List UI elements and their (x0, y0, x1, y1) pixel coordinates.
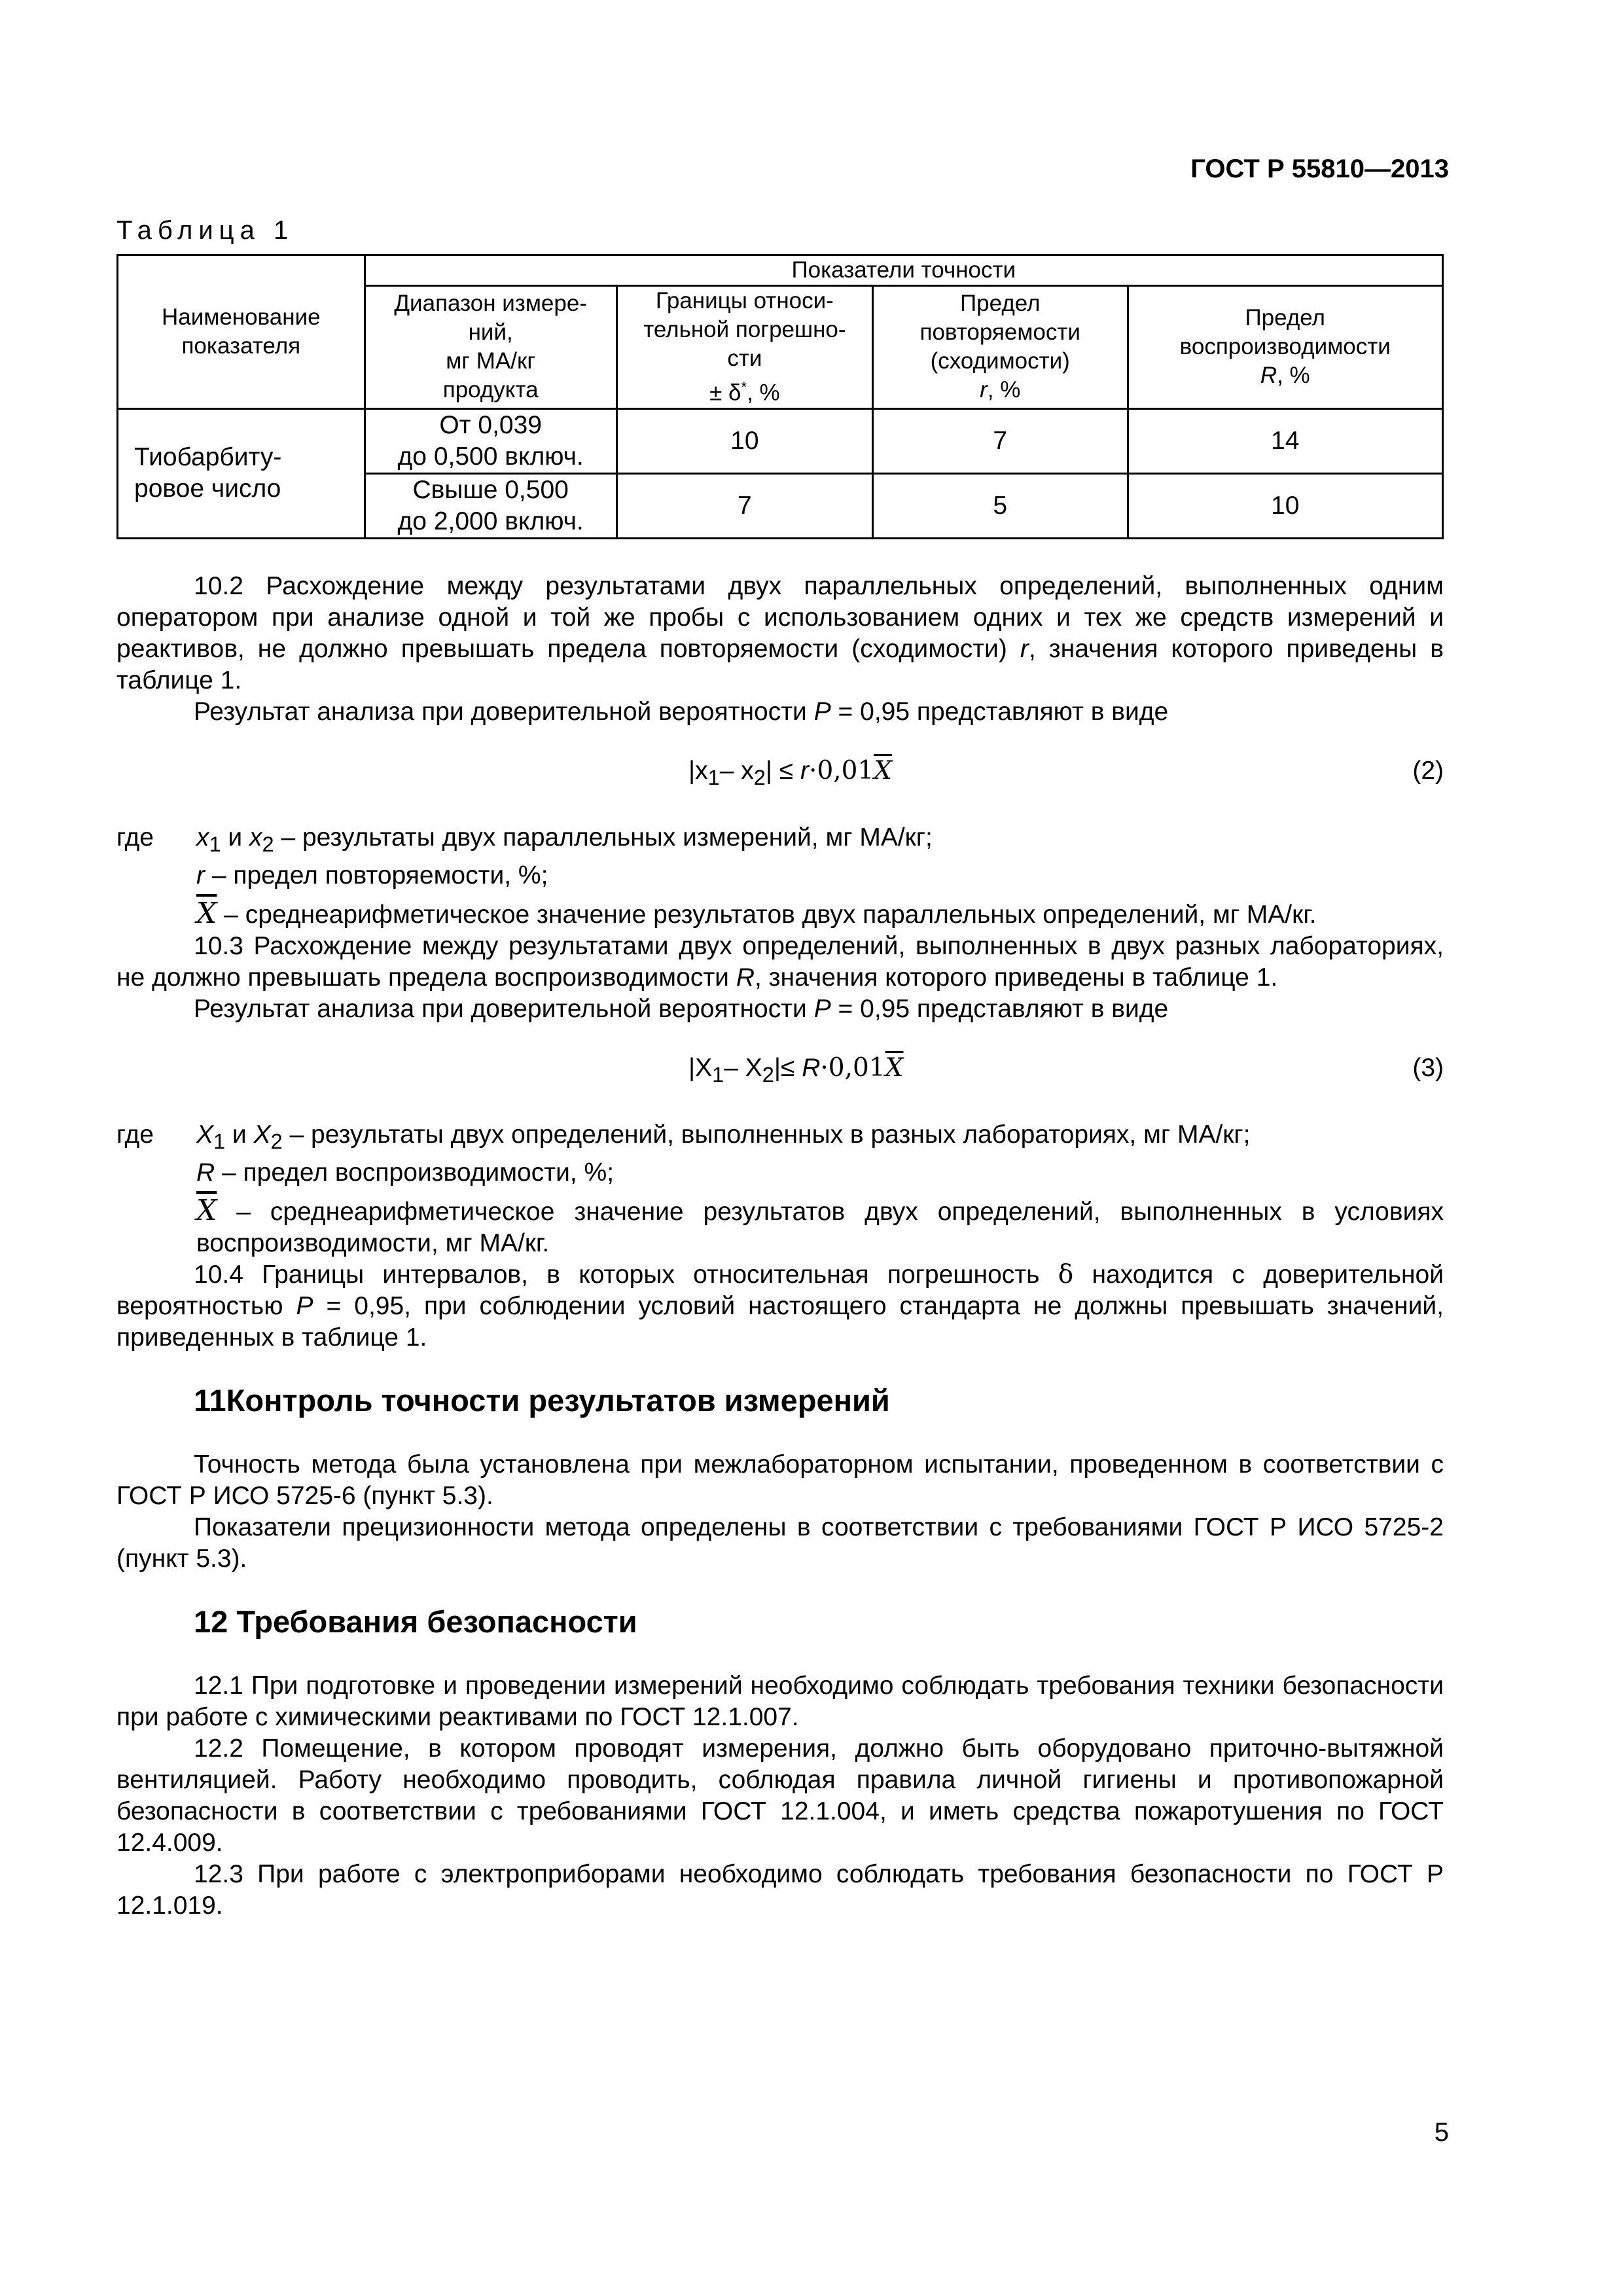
paragraph: 10.2 Расхождение между результатами двух параллельных определений, выполненных одним оператором при анализе одной и той же пробы с использованием одних и тех же средств измерений и реактивов, не должно превышать предела повторяемости (сходимости) r, значения которого приведены в таблице 1. (116, 572, 1444, 694)
where-item: r – предел повторяемости, %; (196, 861, 548, 889)
paragraph: 10.4 Границы интервалов, в которых относительная погрешность δ находится с доверительной вероятностью P = 0,95, при соблюдении условий настоящего стандарта не должны превышать значений, приведенных в таблице 1. (116, 1259, 1444, 1352)
paragraph: Точность метода была установлена при межлабораторном испытании, проведенном в соответствии с ГОСТ Р ИСО 5725-6 (пункт 5.3). (116, 1450, 1444, 1510)
formula-expression: $|x_1-$ $x_2| \le r\cdot 0,01\overline{X}$ (688, 756, 893, 789)
header-relative-error: Границы относи- тельной погрешно- сти ± δ*, % (616, 286, 872, 409)
header-repeatability: Предел повторяемости (сходимости) r, % (872, 286, 1128, 409)
section-10-2 (116, 571, 1444, 1922)
header-indicator-name: Наименование показателя (118, 255, 365, 409)
formula-expression: $|X_1-$ $X_2|\le R\cdot 0,01\overline{X}$ (688, 1052, 904, 1086)
indicator-name: Тиобарбиту- ровое число (118, 408, 365, 538)
table-caption: Таблица 1 (116, 216, 294, 245)
error-cell: 10 (616, 408, 872, 473)
page-number: 5 (1434, 2118, 1449, 2147)
range-cell: От 0,039 до 0,500 включ. (365, 408, 616, 473)
paragraph: 10.3 Расхождение между результатами двух определений, выполненных в двух разных лабораториях, не должно превышать предела воспроизводимости R, значения которого приведены в таблице 1. (116, 931, 1444, 992)
range-cell: Свыше 0,500 до 2,000 включ. (365, 473, 616, 538)
paragraph: Показатели прецизионности метода определены в соответствии с требованиями ГОСТ Р ИСО 5725-2 (пункт 5.3). (116, 1513, 1444, 1573)
header-reproducibility: Предел воспроизводимости R, % (1128, 286, 1443, 409)
reproducibility-cell: 10 (1128, 473, 1443, 538)
paragraph: 12.3 При работе с электроприборами необходимо соблюдать требования безопасности по ГОСТ Р 12.1.019. (116, 1859, 1444, 1920)
repeatability-cell: 7 (872, 408, 1128, 473)
repeatability-cell: 5 (872, 473, 1128, 538)
header-range: Диапазон измере- ний, мг МА/кг продукта (365, 286, 616, 409)
accuracy-table (116, 254, 1444, 539)
paragraph: 12.1 При подготовке и проведении измерений необходимо соблюдать требования техники безопасности при работе с химическими реактивами по ГОСТ 12.1.007. (116, 1671, 1444, 1731)
table-row (118, 408, 1443, 473)
formula-number: (3) (1412, 1053, 1444, 1082)
formula-number: (2) (1412, 757, 1444, 785)
paragraph: 12.2 Помещение, в котором проводят измерения, должно быть оборудовано приточно-вытяжной вентиляцией. Работу необходимо проводить, соблюдая правила личной гигиены и противопожарной безопасности в соответствии с требованиями ГОСТ 12.1.004, и иметь средства пожаротушения по ГОСТ 12.4.009. (116, 1734, 1444, 1857)
where-item: $\overline{X}$ – среднеарифметическое значение результатов двух определений, выполненных в условиях воспроизводимости, мг МА/кг. (196, 1193, 1444, 1257)
where-item: R – предел воспроизводимости, %; (196, 1158, 615, 1187)
reproducibility-cell: 14 (1128, 408, 1443, 473)
formula-3 (116, 1046, 1444, 1098)
paragraph: Результат анализа при доверительной вероятности P = 0,95 представляют в виде (194, 698, 1169, 726)
where-list: где $X_1$ и $X_2$ – результаты двух определений, выполненных в разных лабораториях, мг МА/кг; (116, 1120, 1251, 1153)
header-accuracy-group: Показатели точности (365, 255, 1442, 286)
where-list: где $x_1$ и $x_2$ – результаты двух параллельных измерений, мг МА/кг; (116, 823, 933, 856)
paragraph: Результат анализа при доверительной вероятности P = 0,95 представляют в виде (194, 994, 1169, 1023)
standard-designation: ГОСТ Р 55810—2013 (1190, 154, 1449, 183)
where-item: $\overline{X}$ – среднеарифметическое значение результатов двух параллельных определений, мг МА/кг. (196, 896, 1317, 930)
section-12-title: 12 Требования безопасности (194, 1604, 637, 1639)
error-cell: 7 (616, 473, 872, 538)
formula-2 (116, 749, 1444, 801)
section-11-title: 11Контроль точности результатов измерений (194, 1382, 890, 1418)
